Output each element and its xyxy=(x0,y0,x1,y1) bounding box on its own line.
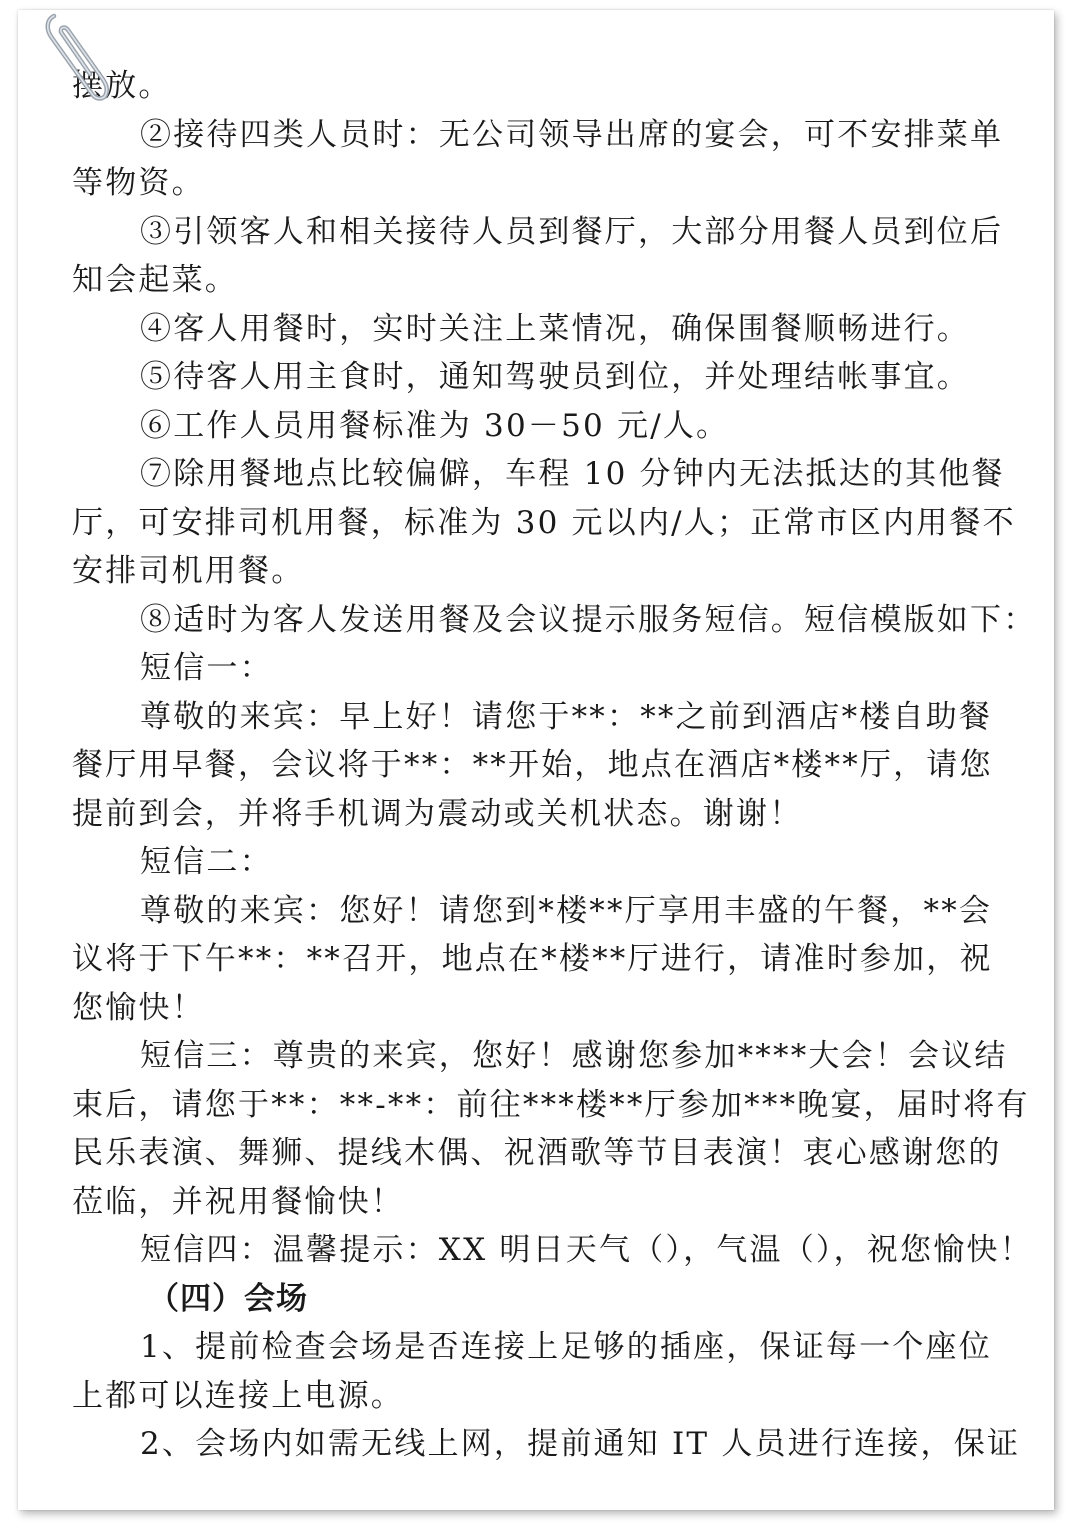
text-line: 短信三：尊贵的来宾，您好！感谢您参加****大会！会议结 xyxy=(140,1038,1008,1074)
text-line: 等物资。 xyxy=(72,165,205,201)
text-line: 摆放。 xyxy=(72,68,172,104)
text-line: 上都可以连接上电源。 xyxy=(72,1377,404,1414)
section-heading: （四）会场 xyxy=(148,1280,308,1317)
text-line: 短信二： xyxy=(140,844,273,880)
text-line: 安排司机用餐。 xyxy=(72,553,305,589)
text-line: 尊敬的来宾：您好！请您到*楼**厅享用丰盛的午餐，**会 xyxy=(140,892,993,929)
text-line: 短信四：温馨提示：XX 明日天气（），气温（），祝您愉快！ xyxy=(140,1232,1033,1268)
document-body xyxy=(72,62,1044,1469)
text-line: ⑤待客人用主食时，通知驾驶员到位，并处理结帐事宜。 xyxy=(140,359,970,395)
text-line: 短信一： xyxy=(140,650,273,686)
text-line: 1、提前检查会场是否连接上足够的插座，保证每一个座位 xyxy=(140,1329,992,1365)
text-line: ④客人用餐时，实时关注上菜情况，确保围餐顺畅进行。 xyxy=(140,310,970,347)
text-line: 提前到会，并将手机调为震动或关机状态。谢谢！ xyxy=(72,795,803,832)
text-line: 知会起菜。 xyxy=(72,262,238,298)
text-line: 厅，可安排司机用餐，标准为 30 元以内/人；正常市区内用餐不 xyxy=(72,504,1016,541)
text-line: ⑦除用餐地点比较偏僻，车程 10 分钟内无法抵达的其他餐 xyxy=(140,456,1005,492)
text-line: 尊敬的来宾：早上好！请您于**：**之前到酒店*楼自助餐 xyxy=(140,698,993,735)
text-line: ②接待四类人员时：无公司领导出席的宴会，可不安排菜单 xyxy=(140,116,1004,153)
text-line: 您愉快！ xyxy=(72,989,205,1026)
text-line: 议将于下午**：**召开，地点在*楼**厅进行，请准时参加，祝 xyxy=(72,941,993,977)
paperclip-icon xyxy=(40,10,110,106)
text-line: 餐厅用早餐，会议将于**：**开始，地点在酒店*楼**厅，请您 xyxy=(72,747,993,783)
text-line: ⑧适时为客人发送用餐及会议提示服务短信。短信模版如下： xyxy=(140,601,1037,638)
text-line: 民乐表演、舞狮、提线木偶、祝酒歌等节目表演！衷心感谢您的 xyxy=(72,1135,1002,1171)
text-line: 束后，请您于**：**-**：前往***楼**厅参加***晚宴，届时将有 xyxy=(72,1086,1030,1123)
document-page xyxy=(18,10,1054,1510)
text-line: ⑥工作人员用餐标准为 30－50 元/人。 xyxy=(140,407,730,444)
text-line: ③引领客人和相关接待人员到餐厅，大部分用餐人员到位后 xyxy=(140,213,1004,250)
text-line: 2、会场内如需无线上网，提前通知 IT 人员进行连接，保证 xyxy=(140,1426,1021,1462)
text-line: 莅临，并祝用餐愉快！ xyxy=(72,1183,404,1220)
